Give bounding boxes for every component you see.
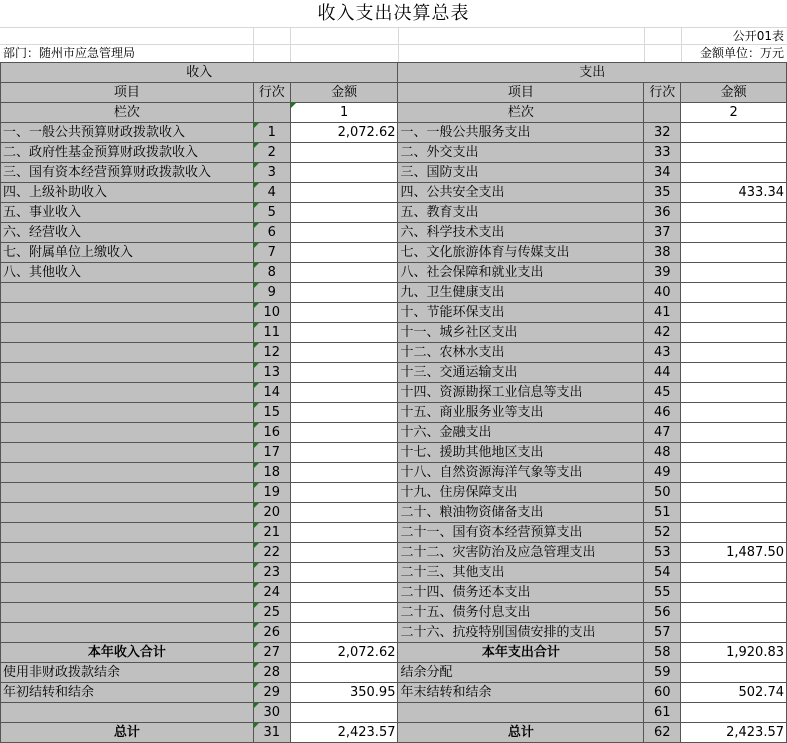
expense-amount[interactable] — [681, 323, 787, 343]
total-row — [1, 643, 787, 663]
expense-amount[interactable] — [681, 583, 787, 603]
expense-item: 二十六、抗疫特别国债安排的支出 — [398, 623, 644, 643]
expense-row-no: 57 — [644, 623, 681, 643]
expense-amount[interactable] — [681, 243, 787, 263]
income-row-no: 19 — [253, 483, 290, 503]
table-row — [1, 503, 787, 523]
income-amount[interactable] — [290, 603, 398, 623]
expense-total-label: 结余分配 — [398, 663, 644, 683]
expense-item: 六、科学技术支出 — [398, 223, 644, 243]
income-amount[interactable] — [290, 623, 398, 643]
expense-row-no: 48 — [644, 443, 681, 463]
table-row — [1, 483, 787, 503]
income-item: 四、上级补助收入 — [1, 183, 254, 203]
table-row — [1, 403, 787, 423]
income-amount[interactable] — [290, 183, 398, 203]
income-item — [1, 423, 254, 443]
table-row — [1, 243, 787, 263]
expense-total-amount[interactable] — [681, 703, 787, 723]
table-row — [1, 203, 787, 223]
expense-item: 八、社会保障和就业支出 — [398, 263, 644, 283]
table-row — [1, 423, 787, 443]
income-row-no: 24 — [253, 583, 290, 603]
total-row — [1, 723, 787, 743]
income-item — [1, 623, 254, 643]
expense-item: 二、外交支出 — [398, 143, 644, 163]
income-row-no: 2 — [253, 143, 290, 163]
income-item — [1, 563, 254, 583]
report-title: 收入支出决算总表 — [317, 3, 470, 24]
expense-item: 十九、住房保障支出 — [398, 483, 644, 503]
expense-row-no: 39 — [644, 263, 681, 283]
table-row — [1, 563, 787, 583]
income-row-no: 22 — [253, 543, 290, 563]
income-rowno-header: 行次 — [253, 83, 290, 103]
income-row-no: 25 — [253, 603, 290, 623]
income-amount[interactable] — [290, 363, 398, 383]
income-item — [1, 343, 254, 363]
income-total-row-no: 28 — [253, 663, 290, 683]
expense-row-no: 51 — [644, 503, 681, 523]
expense-row-no: 41 — [644, 303, 681, 323]
expense-row-no: 53 — [644, 543, 681, 563]
income-item — [1, 483, 254, 503]
income-row-no: 4 — [253, 183, 290, 203]
income-item — [1, 603, 254, 623]
expense-amount[interactable] — [681, 623, 787, 643]
income-row-no: 5 — [253, 203, 290, 223]
income-item: 七、附属单位上缴收入 — [1, 243, 254, 263]
expense-item: 十四、资源勘探工业信息等支出 — [398, 383, 644, 403]
expense-item: 十七、援助其他地区支出 — [398, 443, 644, 463]
expense-row-no: 36 — [644, 203, 681, 223]
expense-amount[interactable] — [681, 303, 787, 323]
expense-row-no: 50 — [644, 483, 681, 503]
income-row-no: 10 — [253, 303, 290, 323]
expense-amount[interactable] — [681, 523, 787, 543]
income-total-label: 年初结转和结余 — [1, 683, 254, 703]
expense-total-label — [398, 703, 644, 723]
expense-row-no: 44 — [644, 363, 681, 383]
income-row-no: 17 — [253, 443, 290, 463]
department-label: 部门：随州市应急管理局 — [3, 46, 136, 60]
expense-row-no: 52 — [644, 523, 681, 543]
income-row-no: 9 — [253, 283, 290, 303]
income-amount[interactable] — [290, 163, 398, 183]
income-amount[interactable] — [290, 143, 398, 163]
table-row — [1, 543, 787, 563]
table-row — [1, 263, 787, 283]
income-total-row-no: 31 — [253, 723, 290, 743]
expense-item: 十三、交通运输支出 — [398, 363, 644, 383]
income-amount[interactable] — [290, 483, 398, 503]
expense-row-no: 42 — [644, 323, 681, 343]
income-row-no: 23 — [253, 563, 290, 583]
income-row-no: 18 — [253, 463, 290, 483]
expense-total-amount[interactable]: 1,920.83 — [681, 643, 787, 663]
income-item — [1, 523, 254, 543]
income-item: 八、其他收入 — [1, 263, 254, 283]
expense-item: 十六、金融支出 — [398, 423, 644, 443]
expense-item: 二十四、债务还本支出 — [398, 583, 644, 603]
income-item — [1, 323, 254, 343]
income-amount[interactable] — [290, 263, 398, 283]
expense-item: 一、一般公共服务支出 — [398, 123, 644, 143]
income-column-blank — [253, 103, 290, 123]
income-total-amount[interactable] — [290, 663, 398, 683]
total-row — [1, 703, 787, 723]
income-column-label: 栏次 — [1, 103, 254, 123]
expense-row-no: 35 — [644, 183, 681, 203]
income-amount[interactable] — [290, 523, 398, 543]
expense-row-no: 37 — [644, 223, 681, 243]
income-item: 三、国有资本经营预算财政拨款收入 — [1, 163, 254, 183]
expense-total-label: 年末结转和结余 — [398, 683, 644, 703]
income-row-no: 14 — [253, 383, 290, 403]
expense-row-no: 40 — [644, 283, 681, 303]
income-item — [1, 403, 254, 423]
income-total-amount[interactable]: 2,072.62 — [290, 643, 398, 663]
income-amount-header: 金额 — [290, 83, 398, 103]
expense-amount-header: 金额 — [681, 83, 787, 103]
income-amount[interactable] — [290, 423, 398, 443]
expense-total-amount[interactable] — [681, 663, 787, 683]
expense-item: 十五、商业服务业等支出 — [398, 403, 644, 423]
income-amount[interactable]: 2,072.62 — [290, 123, 398, 143]
expense-amount[interactable] — [681, 403, 787, 423]
income-row-no: 16 — [253, 423, 290, 443]
expense-total-label: 总计 — [398, 723, 644, 743]
table-row — [1, 343, 787, 363]
expense-amount[interactable] — [681, 443, 787, 463]
income-total-amount[interactable]: 350.95 — [290, 683, 398, 703]
expense-row-no: 45 — [644, 383, 681, 403]
income-amount[interactable] — [290, 463, 398, 483]
income-item — [1, 503, 254, 523]
expense-item: 十、节能环保支出 — [398, 303, 644, 323]
summary-table — [0, 62, 787, 743]
expense-item: 十二、农林水支出 — [398, 343, 644, 363]
expense-row-no: 56 — [644, 603, 681, 623]
expense-amount[interactable] — [681, 163, 787, 183]
expense-total-label: 本年支出合计 — [398, 643, 644, 663]
expense-total-amount[interactable]: 502.74 — [681, 683, 787, 703]
expense-amount[interactable] — [681, 383, 787, 403]
income-total-label: 使用非财政拨款结余 — [1, 663, 254, 683]
unit-label: 金额单位：万元 — [699, 46, 784, 60]
table-row — [1, 463, 787, 483]
expense-row-no: 34 — [644, 163, 681, 183]
expense-column-blank — [644, 103, 681, 123]
expense-item: 十八、自然资源海洋气象等支出 — [398, 463, 644, 483]
income-row-no: 3 — [253, 163, 290, 183]
table-row — [1, 363, 787, 383]
expense-amount[interactable] — [681, 483, 787, 503]
expense-item: 二十二、灾害防治及应急管理支出 — [398, 543, 644, 563]
income-item — [1, 443, 254, 463]
expense-amount[interactable] — [681, 223, 787, 243]
table-row — [1, 303, 787, 323]
expense-row-no: 54 — [644, 563, 681, 583]
income-total-amount[interactable] — [290, 703, 398, 723]
expense-row-no: 32 — [644, 123, 681, 143]
income-item: 一、一般公共预算财政拨款收入 — [1, 123, 254, 143]
income-total-amount[interactable]: 2,423.57 — [290, 723, 398, 743]
income-item — [1, 363, 254, 383]
table-row — [1, 183, 787, 203]
income-amount[interactable] — [290, 343, 398, 363]
expense-amount[interactable]: 1,487.50 — [681, 543, 787, 563]
income-row-no: 1 — [253, 123, 290, 143]
expense-item: 十一、城乡社区支出 — [398, 323, 644, 343]
income-item — [1, 383, 254, 403]
income-amount[interactable] — [290, 583, 398, 603]
income-total-label: 总计 — [1, 723, 254, 743]
table-row — [1, 523, 787, 543]
expense-total-row-no: 60 — [644, 683, 681, 703]
expense-total-row-no: 62 — [644, 723, 681, 743]
table-row — [1, 163, 787, 183]
income-column-number[interactable]: 1 — [290, 103, 398, 123]
income-amount[interactable] — [290, 563, 398, 583]
income-amount[interactable] — [290, 323, 398, 343]
expense-amount[interactable] — [681, 143, 787, 163]
table-row — [1, 603, 787, 623]
income-row-no: 20 — [253, 503, 290, 523]
income-item — [1, 583, 254, 603]
income-amount[interactable] — [290, 303, 398, 323]
income-item — [1, 463, 254, 483]
table-row — [1, 223, 787, 243]
expense-item: 九、卫生健康支出 — [398, 283, 644, 303]
expense-row-no: 55 — [644, 583, 681, 603]
income-row-no: 13 — [253, 363, 290, 383]
income-total-row-no: 27 — [253, 643, 290, 663]
table-row — [1, 583, 787, 603]
income-item: 六、经营收入 — [1, 223, 254, 243]
expense-total-row-no: 58 — [644, 643, 681, 663]
income-amount[interactable] — [290, 223, 398, 243]
income-row-no: 21 — [253, 523, 290, 543]
expense-item: 三、国防支出 — [398, 163, 644, 183]
income-amount[interactable] — [290, 503, 398, 523]
income-item-header: 项目 — [1, 83, 254, 103]
table-row — [1, 143, 787, 163]
income-total-label — [1, 703, 254, 723]
form-code: 公开01表 — [732, 29, 784, 43]
total-row — [1, 683, 787, 703]
expense-total-row-no: 59 — [644, 663, 681, 683]
income-amount[interactable] — [290, 243, 398, 263]
expense-item: 二十、粮油物资储备支出 — [398, 503, 644, 523]
income-row-no: 8 — [253, 263, 290, 283]
table-row — [1, 323, 787, 343]
income-item — [1, 543, 254, 563]
expense-amount[interactable] — [681, 503, 787, 523]
income-item — [1, 283, 254, 303]
income-amount[interactable] — [290, 283, 398, 303]
expense-item: 二十五、债务付息支出 — [398, 603, 644, 623]
expense-row-no: 33 — [644, 143, 681, 163]
income-row-no: 12 — [253, 343, 290, 363]
expense-total-amount[interactable]: 2,423.57 — [681, 723, 787, 743]
expense-item: 七、文化旅游体育与传媒支出 — [398, 243, 644, 263]
expense-amount[interactable] — [681, 203, 787, 223]
income-total-row-no: 30 — [253, 703, 290, 723]
expense-amount[interactable] — [681, 363, 787, 383]
expense-header: 支出 — [398, 63, 787, 83]
expense-amount[interactable]: 433.34 — [681, 183, 787, 203]
expense-row-no: 46 — [644, 403, 681, 423]
total-row — [1, 663, 787, 683]
income-item: 二、政府性基金预算财政拨款收入 — [1, 143, 254, 163]
table-row — [1, 443, 787, 463]
expense-amount[interactable] — [681, 563, 787, 583]
income-row-no: 26 — [253, 623, 290, 643]
expense-item: 二十一、国有资本经营预算支出 — [398, 523, 644, 543]
income-item: 五、事业收入 — [1, 203, 254, 223]
table-row — [1, 283, 787, 303]
expense-row-no: 47 — [644, 423, 681, 443]
expense-amount[interactable] — [681, 603, 787, 623]
income-row-no: 15 — [253, 403, 290, 423]
expense-rowno-header: 行次 — [644, 83, 681, 103]
income-amount[interactable] — [290, 443, 398, 463]
income-row-no: 11 — [253, 323, 290, 343]
table-row — [1, 383, 787, 403]
income-amount[interactable] — [290, 203, 398, 223]
income-total-row-no: 29 — [253, 683, 290, 703]
expense-row-no: 43 — [644, 343, 681, 363]
income-row-no: 7 — [253, 243, 290, 263]
expense-row-no: 49 — [644, 463, 681, 483]
expense-amount[interactable] — [681, 263, 787, 283]
expense-column-number[interactable]: 2 — [681, 103, 787, 123]
expense-item: 五、教育支出 — [398, 203, 644, 223]
expense-amount[interactable] — [681, 463, 787, 483]
income-total-label: 本年收入合计 — [1, 643, 254, 663]
income-row-no: 6 — [253, 223, 290, 243]
income-amount[interactable] — [290, 383, 398, 403]
income-amount[interactable] — [290, 543, 398, 563]
expense-amount[interactable] — [681, 283, 787, 303]
expense-column-label: 栏次 — [398, 103, 644, 123]
income-amount[interactable] — [290, 403, 398, 423]
table-row — [1, 623, 787, 643]
expense-item: 二十三、其他支出 — [398, 563, 644, 583]
expense-item-header: 项目 — [398, 83, 644, 103]
expense-total-row-no: 61 — [644, 703, 681, 723]
expense-item: 四、公共安全支出 — [398, 183, 644, 203]
table-row — [1, 123, 787, 143]
expense-amount[interactable] — [681, 423, 787, 443]
income-item — [1, 303, 254, 323]
income-header: 收入 — [1, 63, 398, 83]
expense-row-no: 38 — [644, 243, 681, 263]
expense-amount[interactable] — [681, 343, 787, 363]
expense-amount[interactable] — [681, 123, 787, 143]
